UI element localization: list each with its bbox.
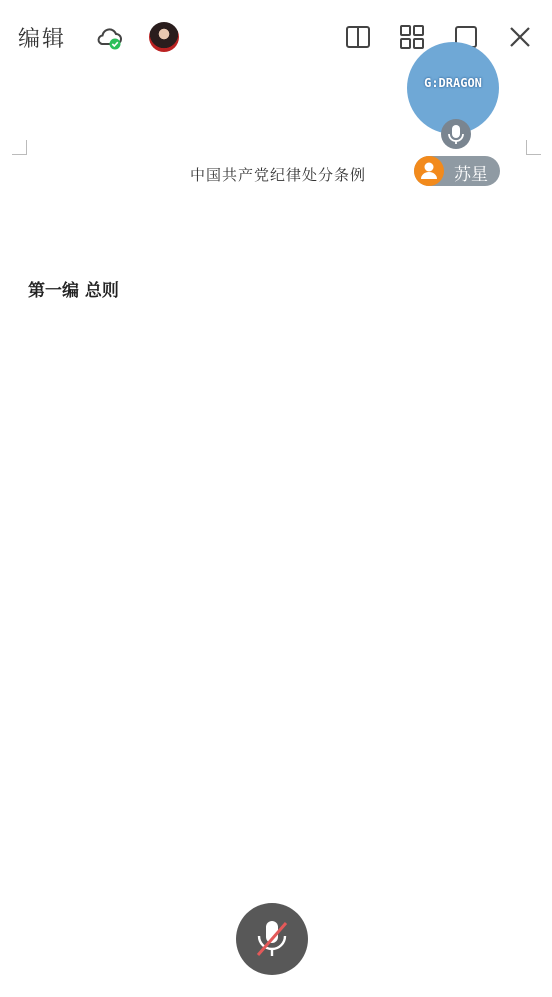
speaker-nametag[interactable] <box>414 156 500 186</box>
edit-button[interactable]: 编辑 <box>18 27 67 52</box>
cloud-synced-icon[interactable] <box>94 22 124 52</box>
page-corner-mark <box>526 140 541 155</box>
document-title: 中国共产党纪律处分条例 <box>190 166 367 184</box>
section-title: 第一编 总则 <box>28 281 119 301</box>
mute-mic-button[interactable] <box>236 903 308 975</box>
person-icon <box>414 156 444 186</box>
panel-icon[interactable] <box>343 22 373 52</box>
speaker-mic-icon <box>441 119 471 149</box>
mic-off-icon <box>236 903 308 975</box>
speaker-name: 苏星 <box>454 165 488 185</box>
page-corner-mark <box>12 140 27 155</box>
close-icon[interactable] <box>505 22 535 52</box>
cover-text: G:DRAGON <box>424 76 482 90</box>
avatar[interactable] <box>149 22 179 52</box>
grid-icon[interactable] <box>397 22 427 52</box>
